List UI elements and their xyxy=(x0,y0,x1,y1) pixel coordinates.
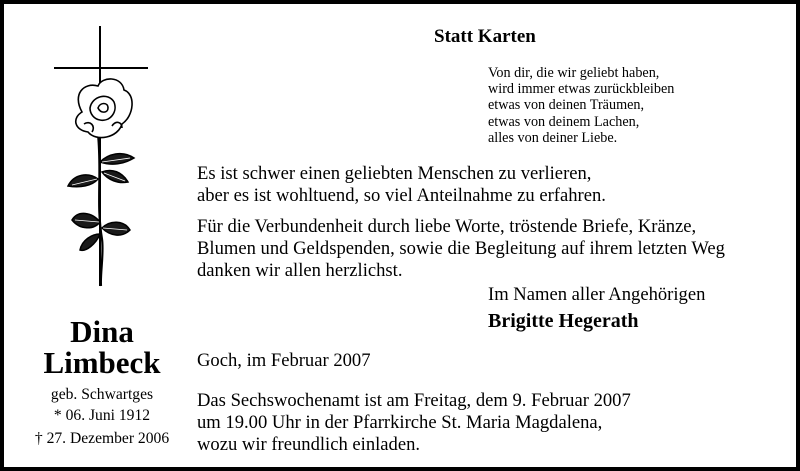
thanks-paragraph xyxy=(197,216,725,282)
place-date: Goch, im Februar 2007 xyxy=(197,350,371,371)
death-date: † 27. Dezember 2006 xyxy=(34,430,170,447)
poem-line: etwas von deinem Lachen, xyxy=(488,113,640,130)
cross-with-rose-icon xyxy=(52,24,152,294)
signer-name: Brigitte Hegerath xyxy=(488,310,639,332)
poem-line: wird immer etwas zurückbleiben xyxy=(488,81,675,98)
poem-line: Von dir, die wir geliebt haben, xyxy=(488,65,660,81)
mass-announcement xyxy=(197,390,631,456)
deceased-first-name: Dina xyxy=(70,314,134,349)
poem-line: alles von deiner Liebe. xyxy=(488,129,618,146)
text-line: wozu wir freundlich einladen. xyxy=(197,434,421,455)
notice-heading: Statt Karten xyxy=(434,26,536,47)
poem-line: etwas von deinen Träumen, xyxy=(488,97,645,114)
text-line: Das Sechswochenamt ist am Freitag, dem 9. Februar 2007 xyxy=(197,390,631,411)
gratitude-intro xyxy=(197,163,606,207)
text-line: aber es ist wohltuend, so viel Anteilnahme zu erfahren. xyxy=(197,185,606,206)
text-line: um 19.00 Uhr in der Pfarrkirche St. Maria Magdalena, xyxy=(197,412,603,433)
birth-date: * 06. Juni 1912 xyxy=(53,407,151,424)
text-line: Es ist schwer einen geliebten Menschen zu verlieren, xyxy=(197,163,592,184)
poem-block xyxy=(488,65,674,146)
maiden-name: geb. Schwartges xyxy=(50,386,154,403)
deceased-last-name: Limbeck xyxy=(43,345,161,380)
on-behalf-line: Im Namen aller Angehörigen xyxy=(488,284,706,305)
text-line: Für die Verbundenheit durch liebe Worte, tröstende Briefe, Kränze, xyxy=(197,216,697,237)
text-line: danken wir allen herzlichst. xyxy=(197,260,403,281)
text-line: Blumen und Geldspenden, sowie die Begleitung auf ihrem letzten Weg xyxy=(197,238,725,259)
